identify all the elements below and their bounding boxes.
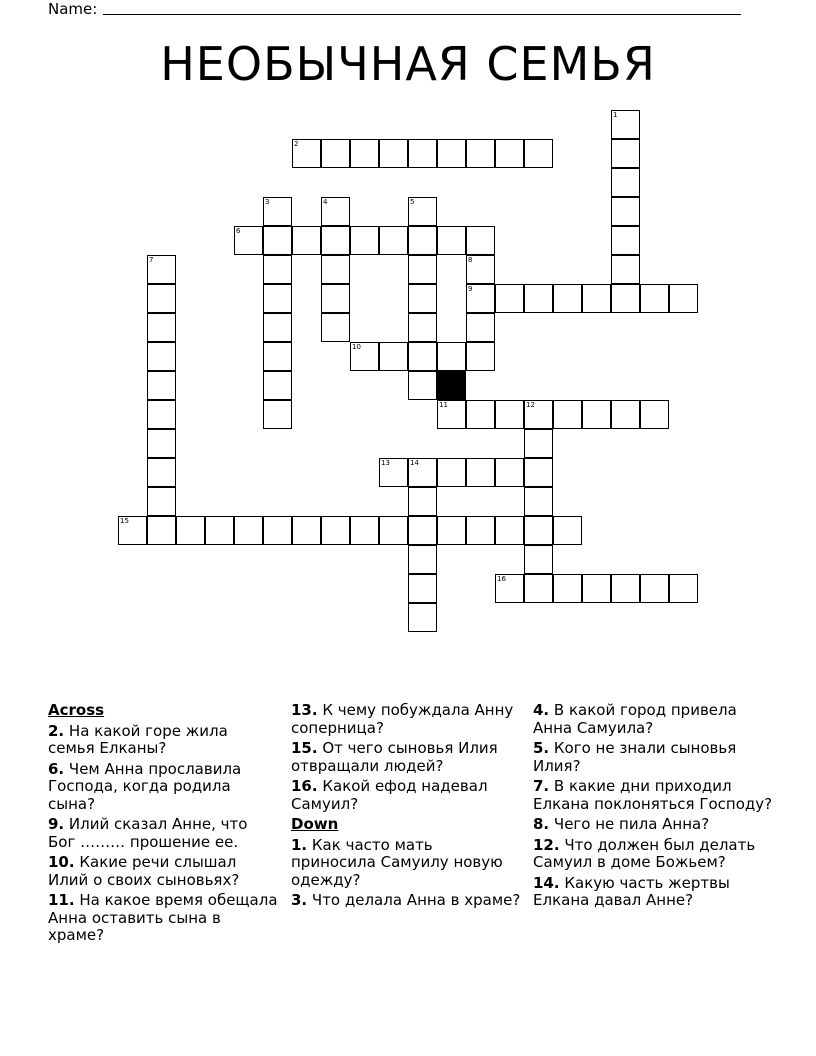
clue-text: Какой ефод надевал Самуил? xyxy=(291,777,488,813)
grid-cell[interactable] xyxy=(466,226,495,255)
clue-item xyxy=(48,816,278,851)
grid-cell[interactable] xyxy=(263,516,292,545)
grid-cell[interactable] xyxy=(466,139,495,168)
grid-cell[interactable] xyxy=(611,574,640,603)
cell-number: 13 xyxy=(381,459,390,467)
grid-cell[interactable] xyxy=(524,574,553,603)
grid-cell[interactable] xyxy=(495,284,524,313)
clue-number: 1. xyxy=(291,835,308,854)
grid-cell[interactable] xyxy=(321,516,350,545)
black-cell xyxy=(437,371,466,400)
grid-cell[interactable] xyxy=(582,284,611,313)
cell-number: 3 xyxy=(265,198,270,206)
name-label: Name: xyxy=(48,0,98,18)
clue-number: 13. xyxy=(291,701,318,719)
clue-number: 12. xyxy=(533,835,560,854)
clue-text: На какое время обещала Анна оставить сына в храме? xyxy=(48,891,278,944)
clue-item xyxy=(291,778,521,813)
grid-cell[interactable] xyxy=(437,139,466,168)
grid-cell[interactable] xyxy=(147,284,176,313)
grid-cell[interactable] xyxy=(321,255,350,284)
grid-cell[interactable] xyxy=(408,487,437,516)
down-heading: Down xyxy=(291,815,339,833)
grid-cell[interactable] xyxy=(263,255,292,284)
grid-cell[interactable] xyxy=(611,255,640,284)
clues-column-2 xyxy=(291,702,521,913)
grid-cell[interactable] xyxy=(466,313,495,342)
clue-item xyxy=(48,854,278,889)
cell-number: 14 xyxy=(410,459,419,467)
grid-cell[interactable] xyxy=(437,342,466,371)
grid-cell[interactable] xyxy=(437,226,466,255)
grid-cell[interactable] xyxy=(350,226,379,255)
grid-cell[interactable] xyxy=(611,284,640,313)
grid-cell[interactable] xyxy=(524,545,553,574)
grid-cell[interactable] xyxy=(321,139,350,168)
grid-cell[interactable] xyxy=(611,226,640,255)
clue-number: 15. xyxy=(291,739,318,757)
clue-item xyxy=(48,723,278,758)
cell-number: 7 xyxy=(149,256,154,264)
grid-cell[interactable] xyxy=(263,313,292,342)
grid-cell[interactable] xyxy=(350,139,379,168)
grid-cell[interactable] xyxy=(669,574,698,603)
grid-cell[interactable] xyxy=(176,516,205,545)
grid-cell[interactable] xyxy=(466,342,495,371)
grid-cell[interactable] xyxy=(263,284,292,313)
grid-cell[interactable] xyxy=(263,342,292,371)
grid-cell[interactable] xyxy=(379,139,408,168)
grid-cell[interactable] xyxy=(495,458,524,487)
grid-cell[interactable] xyxy=(147,400,176,429)
grid-cell[interactable] xyxy=(466,400,495,429)
grid-cell[interactable] xyxy=(524,458,553,487)
grid-cell[interactable] xyxy=(408,313,437,342)
grid-cell[interactable] xyxy=(524,516,553,545)
clue-number: 10. xyxy=(48,853,75,871)
grid-cell[interactable] xyxy=(524,139,553,168)
grid-cell[interactable] xyxy=(147,487,176,516)
grid-cell[interactable] xyxy=(611,400,640,429)
cell-number: 12 xyxy=(526,401,535,409)
grid-cell[interactable] xyxy=(263,400,292,429)
clue-text: В какой город привела Анна Самуила? xyxy=(533,701,737,737)
name-line[interactable] xyxy=(103,14,741,15)
clue-text: От чего сыновья Илия отвращали людей? xyxy=(291,739,498,775)
grid-cell[interactable] xyxy=(205,516,234,545)
clue-text: На какой горе жила семья Елканы? xyxy=(48,721,228,757)
grid-cell[interactable] xyxy=(640,400,669,429)
grid-cell[interactable] xyxy=(553,574,582,603)
clue-number: 14. xyxy=(533,873,560,892)
clue-item xyxy=(533,778,773,813)
grid-cell[interactable] xyxy=(263,371,292,400)
clue-number: 7. xyxy=(533,777,550,795)
clue-item xyxy=(48,761,278,814)
grid-cell[interactable] xyxy=(379,516,408,545)
grid-cell[interactable] xyxy=(147,429,176,458)
clue-number: 9. xyxy=(48,815,65,833)
clue-number: 3. xyxy=(291,891,308,909)
grid-cell[interactable] xyxy=(611,168,640,197)
grid-cell[interactable] xyxy=(350,516,379,545)
across-heading: Across xyxy=(48,701,105,719)
clue-number: 16. xyxy=(291,777,318,795)
name-row xyxy=(48,0,748,18)
clue-item xyxy=(533,816,773,834)
cell-number: 11 xyxy=(439,401,448,409)
grid-cell[interactable] xyxy=(669,284,698,313)
grid-cell[interactable] xyxy=(408,371,437,400)
page-title: НЕОБЫЧНАЯ СЕМЬЯ xyxy=(160,37,656,91)
grid-cell[interactable] xyxy=(553,516,582,545)
clue-item xyxy=(291,740,521,775)
grid-cell[interactable] xyxy=(408,603,437,632)
grid-cell[interactable] xyxy=(466,516,495,545)
clue-text: К чему побуждала Анну соперница? xyxy=(291,701,514,737)
grid-cell[interactable] xyxy=(292,226,321,255)
clue-number: 11. xyxy=(48,891,75,909)
clue-text: Илий сказал Анне, что Бог ……… прошение ее. xyxy=(48,815,248,851)
grid-cell[interactable] xyxy=(379,342,408,371)
clue-text: Что делала Анна в храме? xyxy=(307,891,521,909)
grid-cell[interactable] xyxy=(321,226,350,255)
cell-number: 6 xyxy=(236,227,241,235)
grid-cell[interactable] xyxy=(524,487,553,516)
clue-text: Как часто мать приносила Самуилу новую одежду? xyxy=(291,835,503,889)
grid-cell[interactable] xyxy=(437,516,466,545)
grid-cell[interactable] xyxy=(466,458,495,487)
grid-cell[interactable] xyxy=(147,371,176,400)
cell-number: 1 xyxy=(613,111,618,119)
clue-item xyxy=(48,892,278,945)
grid-cell[interactable] xyxy=(408,574,437,603)
grid-cell[interactable] xyxy=(524,284,553,313)
cell-number: 16 xyxy=(497,575,506,583)
clue-item xyxy=(533,875,773,910)
grid-cell[interactable] xyxy=(640,574,669,603)
clue-item xyxy=(291,892,521,910)
grid-cell[interactable] xyxy=(408,284,437,313)
grid-cell[interactable] xyxy=(408,342,437,371)
cell-number: 5 xyxy=(410,198,415,206)
clue-text: Какие речи слышал Илий о своих сыновьях? xyxy=(48,853,240,889)
clue-item xyxy=(291,837,521,890)
grid-cell[interactable] xyxy=(408,255,437,284)
grid-cell[interactable] xyxy=(408,545,437,574)
grid-cell[interactable] xyxy=(379,226,408,255)
clue-text: Какую часть жертвы Елкана давал Анне? xyxy=(533,873,730,909)
grid-cell[interactable] xyxy=(408,139,437,168)
clue-number: 4. xyxy=(533,701,550,719)
grid-cell[interactable] xyxy=(408,516,437,545)
grid-cell[interactable] xyxy=(263,226,292,255)
grid-cell[interactable] xyxy=(147,516,176,545)
cell-number: 2 xyxy=(294,140,299,148)
clue-text: Кого не знали сыновья Илия? xyxy=(533,739,737,775)
clue-text: Что должен был делать Самуил в доме Божьем? xyxy=(533,835,756,871)
clue-item xyxy=(291,702,521,737)
grid-cell[interactable] xyxy=(495,516,524,545)
grid-cell[interactable] xyxy=(147,313,176,342)
clue-number: 8. xyxy=(533,815,550,833)
grid-cell[interactable] xyxy=(524,429,553,458)
clue-number: 5. xyxy=(533,739,550,757)
clue-text: В какие дни приходил Елкана поклоняться Господу? xyxy=(533,777,773,813)
cell-number: 8 xyxy=(468,256,473,264)
grid-cell[interactable] xyxy=(582,400,611,429)
clue-text: Чего не пила Анна? xyxy=(549,815,710,833)
cell-number: 15 xyxy=(120,517,129,525)
cell-number: 10 xyxy=(352,343,361,351)
grid-cell[interactable] xyxy=(611,197,640,226)
grid-cell[interactable] xyxy=(321,313,350,342)
cell-number: 9 xyxy=(468,285,473,293)
grid-cell[interactable] xyxy=(437,458,466,487)
grid-cell[interactable] xyxy=(495,139,524,168)
grid-cell[interactable] xyxy=(611,139,640,168)
grid-cell[interactable] xyxy=(553,400,582,429)
clue-number: 6. xyxy=(48,759,65,778)
grid-cell[interactable] xyxy=(582,574,611,603)
clue-item xyxy=(533,740,773,775)
cell-number: 4 xyxy=(323,198,328,206)
grid-cell[interactable] xyxy=(408,226,437,255)
grid-cell[interactable] xyxy=(147,342,176,371)
clues-column-3 xyxy=(533,702,773,913)
grid-cell[interactable] xyxy=(495,400,524,429)
grid-cell[interactable] xyxy=(292,516,321,545)
grid-cell[interactable] xyxy=(553,284,582,313)
clue-text: Чем Анна прославила Господа, когда родила сына? xyxy=(48,759,242,813)
grid-cell[interactable] xyxy=(640,284,669,313)
grid-cell[interactable] xyxy=(321,284,350,313)
grid-cell[interactable] xyxy=(234,516,263,545)
clues-column-1 xyxy=(48,702,278,948)
clue-item xyxy=(533,702,773,737)
grid-cell[interactable] xyxy=(147,458,176,487)
clue-item xyxy=(533,837,773,872)
clue-number: 2. xyxy=(48,721,65,740)
